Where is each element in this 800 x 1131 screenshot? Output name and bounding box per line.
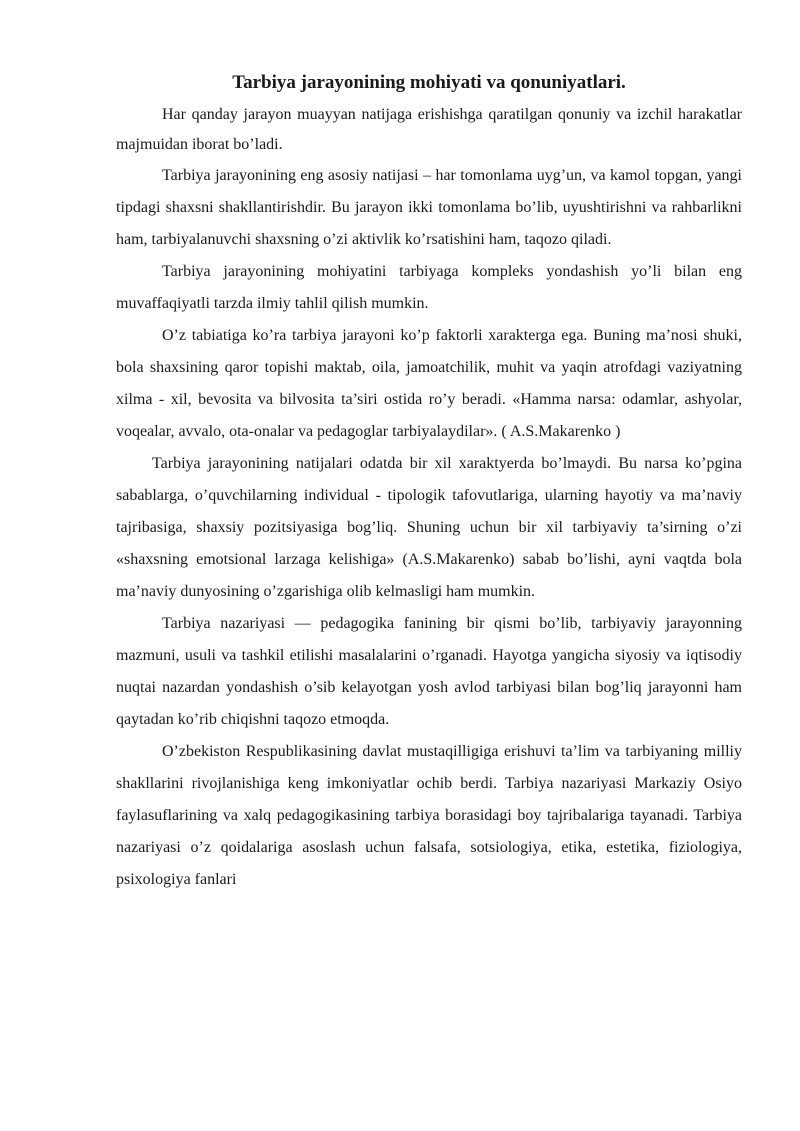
paragraph-3: Tarbiya jarayonining mohiyatini tarbiyaga kompleks yondashish yo’li bilan eng muvaffaqiyatli tarzda ilmiy tahlil qilish mumkin. (116, 263, 742, 312)
paragraph-4: O’z tabiatiga ko’ra tarbiya jarayoni ko’p faktorli xarakterga ega. Buning ma’nosi shuki, bola shaxsining qaror topishi maktab, oila, jamoatchilik, muhit va yaqin atrofdagi vaziyatning xilma - xil, bevosita va bilvosita ta’siri ostida ro’y beradi. «Hamma narsa: odamlar, ashyolar, voqealar, avvalo, ota-onalar va pedagoglar tarbiyalaydilar». ( A.S.Makarenko ) (116, 327, 742, 440)
document-page (116, 70, 742, 896)
document-title: Tarbiya jarayonining mohiyati va qonuniyatlari. (232, 72, 626, 93)
paragraph-7: O’zbekiston Respublikasining davlat mustaqilligiga erishuvi ta’lim va tarbiyaning milliy shakllarini rivojlanishiga keng imkoniyatlar ochib berdi. Tarbiya nazariyasi Markaziy Osiyo faylasuflarining va xalq pedagogikasining tarbiya borasidagi boy tajribalariga tayanadi. Tarbiya nazariyasi o’z qoidalariga asoslash uchun falsafa, sotsiologiya, etika, estetika, fiziologiya, psixologiya fanlari (116, 743, 742, 888)
paragraph-2: Tarbiya jarayonining eng asosiy natijasi – har tomonlama uyg’un, va kamol topgan, yangi tipdagi shaxsni shakllantirishdir. Bu jarayon ikki tomonlama bo’lib, uyushtirishni va rahbarlikni ham, tarbiyalanuvchi shaxsning o’zi aktivlik ko’rsatishini ham, taqozo qiladi. (116, 167, 742, 248)
paragraph-5: Tarbiya jarayonining natijalari odatda bir xil xaraktyerda bo’lmaydi. Bu narsa ko’pgina sabablarga, o’quvchilarning individual - tipologik tafovutlariga, ularning hayotiy va ma’naviy tajribasiga, shaxsiy pozitsiyasiga bog’liq. Shuning uchun bir xil tarbiyaviy ta’sirning o’zi «shaxsning emotsional larzaga kelishiga» (A.S.Makarenko) sabab bo’lishi, ayni vaqtda bola ma’naviy dunyosining o’zgarishiga olib kelmasligi ham mumkin. (116, 455, 742, 600)
paragraph-6: Tarbiya nazariyasi — pedagogika fanining bir qismi bo’lib, tarbiyaviy jarayonning mazmuni, usuli va tashkil etilishi masalalarini o’rganadi. Hayotga yangicha siyosiy va iqtisodiy nuqtai nazardan yondashish o’sib kelayotgan yosh avlod tarbiyasi bilan bog’liq jarayonni ham qaytadan ko’rib chiqishni taqozo etmoqda. (116, 615, 742, 728)
paragraph-1: Har qanday jarayon muayyan natijaga erishishga qaratilgan qonuniy va izchil harakatlar majmuidan iborat bo’ladi. (116, 106, 742, 153)
